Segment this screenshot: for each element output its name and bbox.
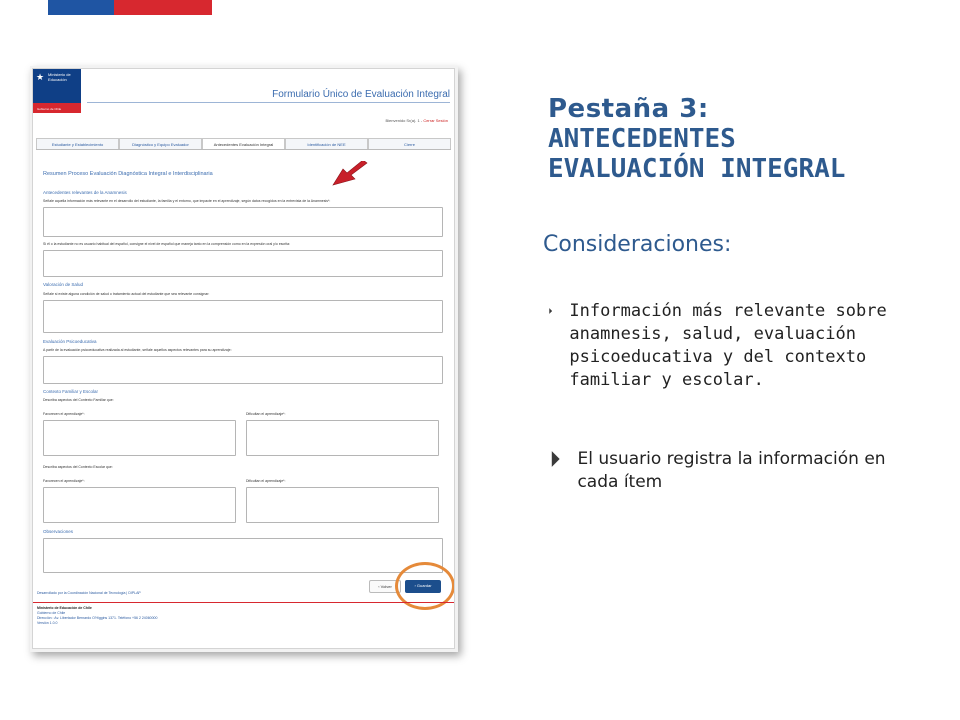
section-psico-title: Evaluación Psicoeducativa — [43, 339, 97, 344]
anamnesis-prompt-1: Señale aquella información más relevante en el desarrollo del estudiante, la familia y el entorno, que impacte en el aprendizaje, según datos recogidos en la entrevista de la Anamnesis*: — [43, 199, 331, 203]
footer-line-3: Dirección : Av. Libertador Bernardo O'Higgins 1371. Teléfono +56 2 24060000 — [37, 616, 158, 620]
star-icon: ★ — [36, 72, 45, 82]
observaciones-textarea[interactable] — [43, 538, 443, 573]
screenshot-footer — [33, 591, 454, 648]
psico-prompt: A partir de la evaluación psicoeducativa realizada al estudiante, señale aquellos aspectos relevantes para su aprendizaje: — [43, 348, 232, 352]
developed-by: Desarrollado por la Coordinación Nacional de Tecnología | DIPLAP — [37, 591, 141, 595]
pointer-arrow-icon — [329, 161, 369, 191]
section-anamnesis-title: Antecedentes relevantes de la Anamnesis — [43, 190, 127, 195]
title-divider — [87, 102, 450, 103]
salud-textarea[interactable] — [43, 300, 443, 333]
contexto-familiar-prompt: Describa aspectos del Contexto Familiar que: — [43, 398, 114, 402]
footer-line-1: Ministerio de Educación de Chile — [37, 606, 92, 610]
bullet-triangle-icon — [551, 448, 560, 470]
familiar-favorecen-textarea[interactable] — [43, 420, 236, 456]
escolar-dificultan-label: Dificultan el aprendizaje*: — [246, 479, 286, 483]
section-salud-title: Valoración de Salud — [43, 282, 83, 287]
tab-antecedentes[interactable]: Antecedentes Evaluación Integral — [202, 138, 285, 149]
psico-textarea[interactable] — [43, 356, 443, 384]
tab-diagnostico[interactable]: Diagnóstico y Equipo Evaluador — [119, 138, 202, 149]
anamnesis-prompt-2: Si él o la estudiante no es usuario habitual del español, consigne el nivel de español que maneja tanto en la comprensión como en la expresión oral y/o escrita: — [43, 242, 291, 246]
app-title: Formulario Único de Evaluación Integral — [272, 89, 450, 100]
bullet-text: Información más relevante sobre anamnesis, salud, evaluación psicoeducativa y del contexto familiar y escolar. — [569, 301, 887, 390]
embedded-screenshot — [32, 68, 455, 649]
tab-estudiante[interactable]: Estudiante y Establecimiento — [36, 138, 119, 149]
anamnesis-textarea-2[interactable] — [43, 250, 443, 277]
tab-bar — [36, 138, 451, 150]
footer-line-4: Versión 1.0.0 — [37, 621, 58, 625]
footer-line-2: Gobierno de Chile — [37, 611, 66, 615]
bullet-triangle-icon — [549, 300, 552, 322]
tab-cierre[interactable]: Cierre — [368, 138, 451, 149]
section-observaciones-title: Observaciones — [43, 529, 74, 534]
salud-prompt: Señale si existe alguna condición de salud o tratamiento actual del estudiante que sea relevante consignar: — [43, 292, 210, 296]
form-heading: Resumen Proceso Evaluación Diagnóstica Integral e Interdisciplinaria — [43, 171, 213, 177]
bullet-item — [551, 448, 891, 494]
familiar-dificultan-textarea[interactable] — [246, 420, 439, 456]
flag-red-block — [114, 0, 212, 15]
ministry-logo — [33, 69, 81, 113]
anamnesis-textarea-1[interactable] — [43, 207, 443, 237]
title-line-3: EVALUACIÓN INTEGRAL — [548, 154, 846, 184]
section-contexto-title: Contexto Familiar y Escolar — [43, 389, 99, 394]
title-line-2: ANTECEDENTES — [548, 124, 736, 154]
considerations-heading: Consideraciones: — [543, 232, 732, 257]
logout-link[interactable]: Cerrar Sesión — [423, 118, 448, 123]
tab-identificacion[interactable]: Identificación de NEE — [285, 138, 368, 149]
welcome-text: Bienvenido Sr(a). 1 - Cerrar Sesión — [385, 118, 448, 123]
title-line-1: Pestaña 3: — [548, 94, 709, 124]
familiar-favorecen-label: Favorecen el aprendizaje*: — [43, 412, 85, 416]
slide-title — [548, 94, 938, 184]
bullet-text: El usuario registra la información en cada ítem — [577, 449, 886, 492]
contexto-escolar-prompt: Describa aspectos del Contexto Escolar que: — [43, 465, 113, 469]
volver-button[interactable]: ‹ Volver — [369, 580, 401, 593]
logo-text: Ministerio de Educación — [48, 72, 71, 82]
flag-bar — [48, 0, 212, 15]
guardar-button[interactable]: › Guardar — [405, 580, 441, 593]
flag-blue-block — [48, 0, 114, 15]
escolar-favorecen-textarea[interactable] — [43, 487, 236, 523]
escolar-dificultan-textarea[interactable] — [246, 487, 439, 523]
escolar-favorecen-label: Favorecen el aprendizaje*: — [43, 479, 85, 483]
bullet-item — [549, 300, 889, 392]
logo-footer: Gobierno de Chile — [37, 107, 62, 111]
familiar-dificultan-label: Dificultan el aprendizaje*: — [246, 412, 286, 416]
